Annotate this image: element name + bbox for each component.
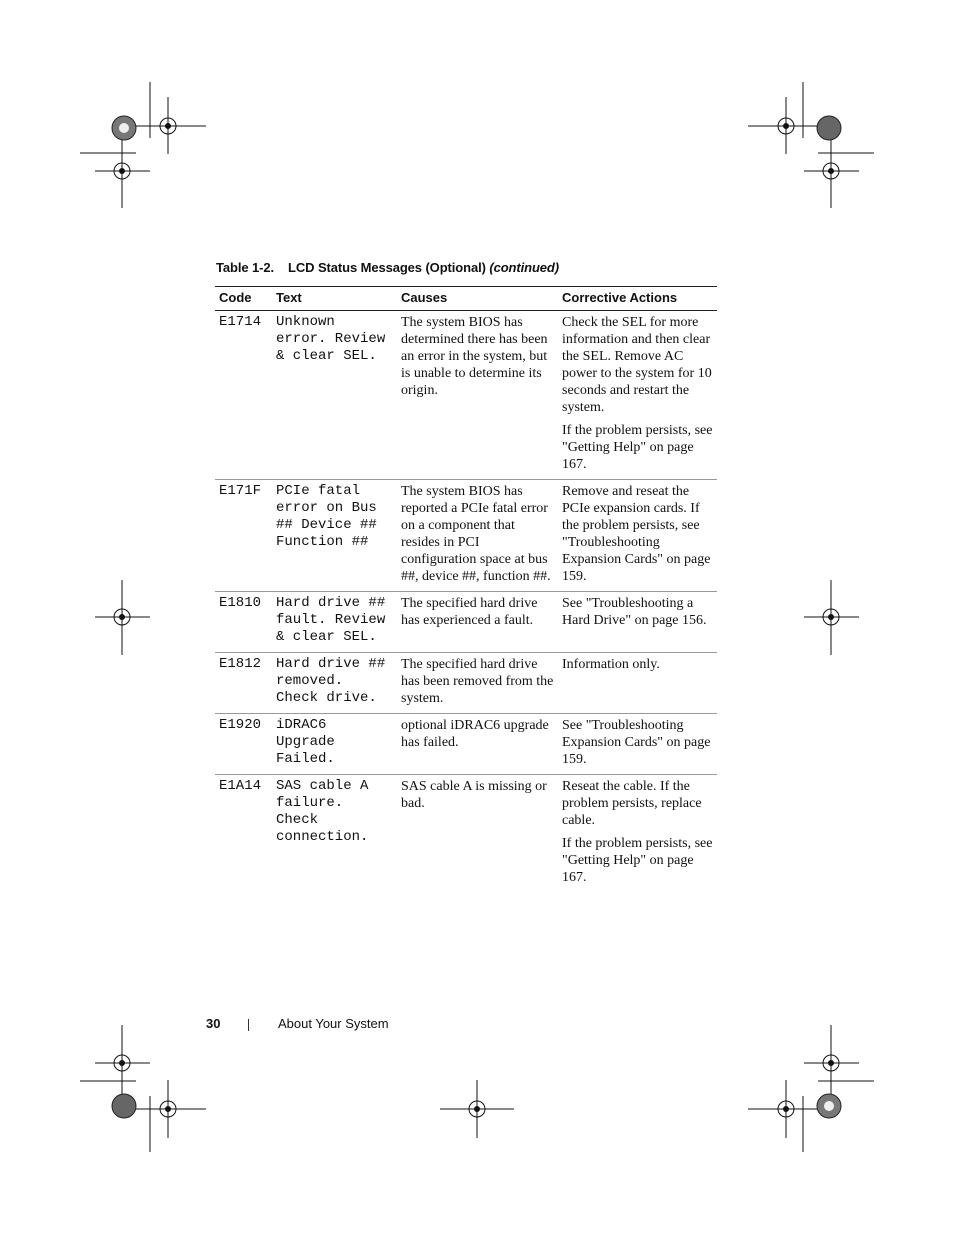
row-causes: The system BIOS has determined there has been an error in the system, but is unable to determine its origin. bbox=[397, 311, 558, 480]
row-actions bbox=[558, 714, 717, 775]
action-paragraph: Check the SEL for more information and then clear the SEL. Remove AC power to the system for 10 seconds and restart the system. bbox=[562, 315, 712, 415]
row-code: E1714 bbox=[215, 311, 272, 480]
row-code: E1A14 bbox=[219, 778, 262, 794]
row-causes: The system BIOS has reported a PCIe fatal error on a component that resides in PCI configuration space at bus ##, device ##, function ##. bbox=[397, 480, 558, 592]
row-causes: The specified hard drive has experienced a fault. bbox=[397, 592, 558, 653]
table-row bbox=[215, 714, 717, 775]
section-title: About Your System bbox=[278, 1016, 389, 1031]
row-actions bbox=[558, 311, 717, 480]
table-row bbox=[215, 653, 717, 714]
table-continued: (continued) bbox=[489, 260, 560, 275]
row-causes: optional iDRAC6 upgrade has failed. bbox=[397, 714, 558, 775]
table-row bbox=[215, 592, 717, 653]
action-paragraph: If the problem persists, see "Getting Help" on page 167. bbox=[562, 423, 713, 472]
row-code: E1920 bbox=[215, 714, 272, 775]
row-code: E1810 bbox=[215, 592, 272, 653]
lcd-status-table bbox=[215, 286, 717, 892]
header-causes: Causes bbox=[397, 287, 558, 311]
action-paragraph: Remove and reseat the PCIe expansion cards. If the problem persists, see "Troubleshooting Expansion Cards" on page 159. bbox=[562, 484, 711, 584]
row-causes: The specified hard drive has been removed from the system. bbox=[397, 653, 558, 714]
row-text: SAS cable A failure. Check connection. bbox=[276, 778, 369, 845]
action-paragraph: Reseat the cable. If the problem persists, replace cable. bbox=[562, 779, 702, 828]
action-paragraph: See "Troubleshooting Expansion Cards" on page 159. bbox=[562, 718, 711, 767]
action-paragraph: If the problem persists, see "Getting Help" on page 167. bbox=[562, 836, 713, 885]
table-caption bbox=[216, 260, 559, 275]
row-causes: SAS cable A is missing or bad. bbox=[401, 779, 547, 811]
action-paragraph: See "Troubleshooting a Hard Drive" on page 156. bbox=[562, 596, 707, 628]
row-actions bbox=[558, 480, 717, 592]
header-text: Text bbox=[272, 287, 397, 311]
action-paragraph: Information only. bbox=[562, 657, 660, 672]
row-text: Hard drive ## fault. Review & clear SEL. bbox=[272, 592, 397, 653]
row-text: Unknown error. Review & clear SEL. bbox=[272, 311, 397, 480]
row-code: E1812 bbox=[215, 653, 272, 714]
table-row bbox=[215, 480, 717, 592]
row-text: Hard drive ## removed. Check drive. bbox=[272, 653, 397, 714]
row-actions bbox=[558, 653, 717, 714]
header-code: Code bbox=[215, 287, 272, 311]
footer-separator bbox=[248, 1019, 249, 1031]
table-title: LCD Status Messages (Optional) bbox=[288, 260, 486, 275]
row-actions bbox=[558, 592, 717, 653]
row-text: PCIe fatal error on Bus ## Device ## Function ## bbox=[272, 480, 397, 592]
table-row bbox=[215, 311, 717, 480]
table-label: Table 1-2. bbox=[216, 260, 275, 275]
row-code: E171F bbox=[215, 480, 272, 592]
row-text: iDRAC6 Upgrade Failed. bbox=[272, 714, 397, 775]
table-row bbox=[215, 775, 717, 893]
table-header-row bbox=[215, 287, 717, 311]
row-actions bbox=[558, 775, 717, 893]
page-number: 30 bbox=[206, 1016, 221, 1031]
header-corrective-actions: Corrective Actions bbox=[558, 287, 717, 311]
